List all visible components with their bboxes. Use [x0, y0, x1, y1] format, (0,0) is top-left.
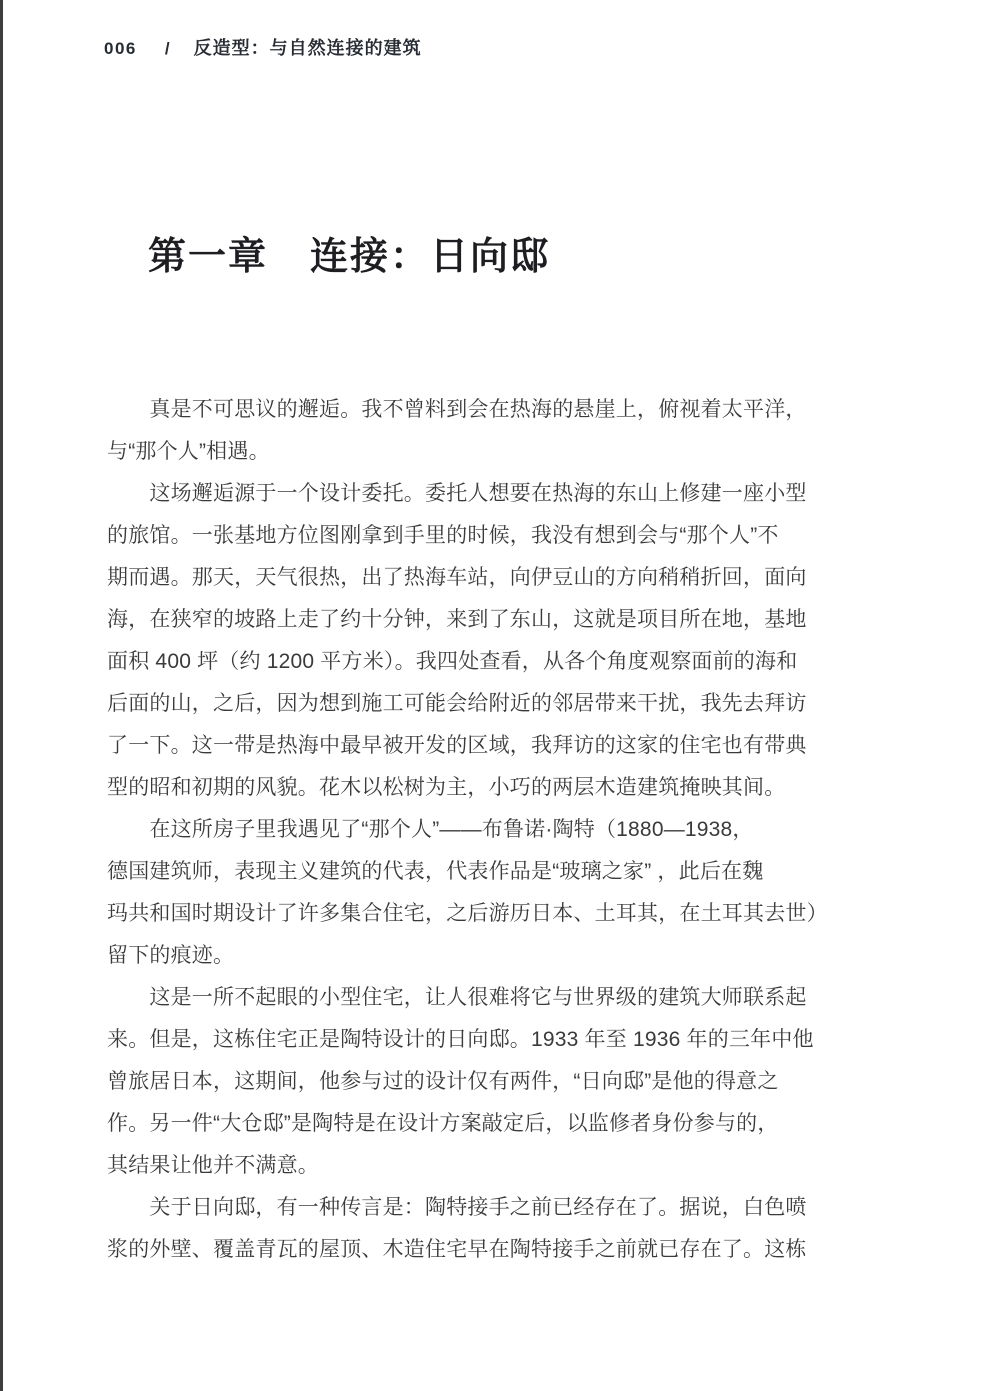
- text-line: 后面的山，之后，因为想到施工可能会给附近的邻居带来干扰，我先去拜访: [107, 692, 807, 715]
- text-line: 这是一所不起眼的小型住宅，让人很难将它与世界级的建筑大师联系起: [107, 986, 807, 1009]
- body-text: [107, 389, 867, 1271]
- header-separator: /: [164, 39, 170, 58]
- paragraph-4: [107, 977, 867, 1187]
- text-line: 真是不可思议的邂逅。我不曾料到会在热海的悬崖上，俯视着太平洋，: [107, 398, 807, 421]
- text-line: 型的昭和初期的风貌。花木以松树为主，小巧的两层木造建筑掩映其间。: [107, 776, 786, 799]
- text-line: 与“那个人”相遇。: [107, 440, 270, 463]
- text-line: 的旅馆。一张基地方位图刚拿到手里的时候，我没有想到会与“那个人”不: [107, 524, 779, 547]
- text-line: 关于日向邸，有一种传言是：陶特接手之前已经存在了。据说，白色喷: [107, 1196, 807, 1219]
- text-line: 浆的外壁、覆盖青瓦的屋顶、木造住宅早在陶特接手之前就已存在了。这栋: [107, 1238, 807, 1261]
- text-line: 其结果让他并不满意。: [107, 1154, 319, 1177]
- text-line: 来。但是，这栋住宅正是陶特设计的日向邸。1933 年至 1936 年的三年中他: [107, 1028, 814, 1051]
- chapter-number: 第一章: [148, 236, 269, 278]
- text-line: 了一下。这一带是热海中最早被开发的区域，我拜访的这家的住宅也有带典: [107, 734, 807, 757]
- text-line: 曾旅居日本，这期间，他参与过的设计仅有两件，“日向邸”是他的得意之: [107, 1070, 779, 1093]
- text-line: 期而遇。那天，天气很热，出了热海车站，向伊豆山的方向稍稍折回，面向: [107, 566, 807, 589]
- text-line: 德国建筑师，表现主义建筑的代表，代表作品是“玻璃之家” ，此后在魏: [107, 860, 764, 883]
- running-header: [104, 34, 422, 60]
- chapter-heading: [148, 233, 550, 281]
- text-line: 玛共和国时期设计了许多集合住宅，之后游历日本、土耳其，在土耳其去世）: [107, 902, 828, 925]
- text-line: 面积 400 坪（约 1200 平方米）。我四处查看，从各个角度观察面前的海和: [107, 650, 798, 673]
- paragraph-2: [107, 473, 867, 809]
- book-title: 反造型：与自然连接的建筑: [193, 38, 422, 58]
- text-line: 在这所房子里我遇见了“那个人”——布鲁诺·陶特（1880—1938，: [107, 818, 754, 841]
- text-line: 海，在狭窄的坡路上走了约十分钟，来到了东山，这就是项目所在地，基地: [107, 608, 807, 631]
- page-number: 006: [104, 39, 137, 58]
- chapter-title: 连接：日向邸: [310, 236, 551, 278]
- text-line: 作。另一件“大仓邸”是陶特是在设计方案敲定后，以监修者身份参与的，: [107, 1112, 779, 1135]
- text-line: 留下的痕迹。: [107, 944, 235, 967]
- paragraph-3: [107, 809, 867, 977]
- paragraph-1: [107, 389, 867, 473]
- paragraph-5: [107, 1187, 867, 1271]
- text-line: 这场邂逅源于一个设计委托。委托人想要在热海的东山上修建一座小型: [107, 482, 807, 505]
